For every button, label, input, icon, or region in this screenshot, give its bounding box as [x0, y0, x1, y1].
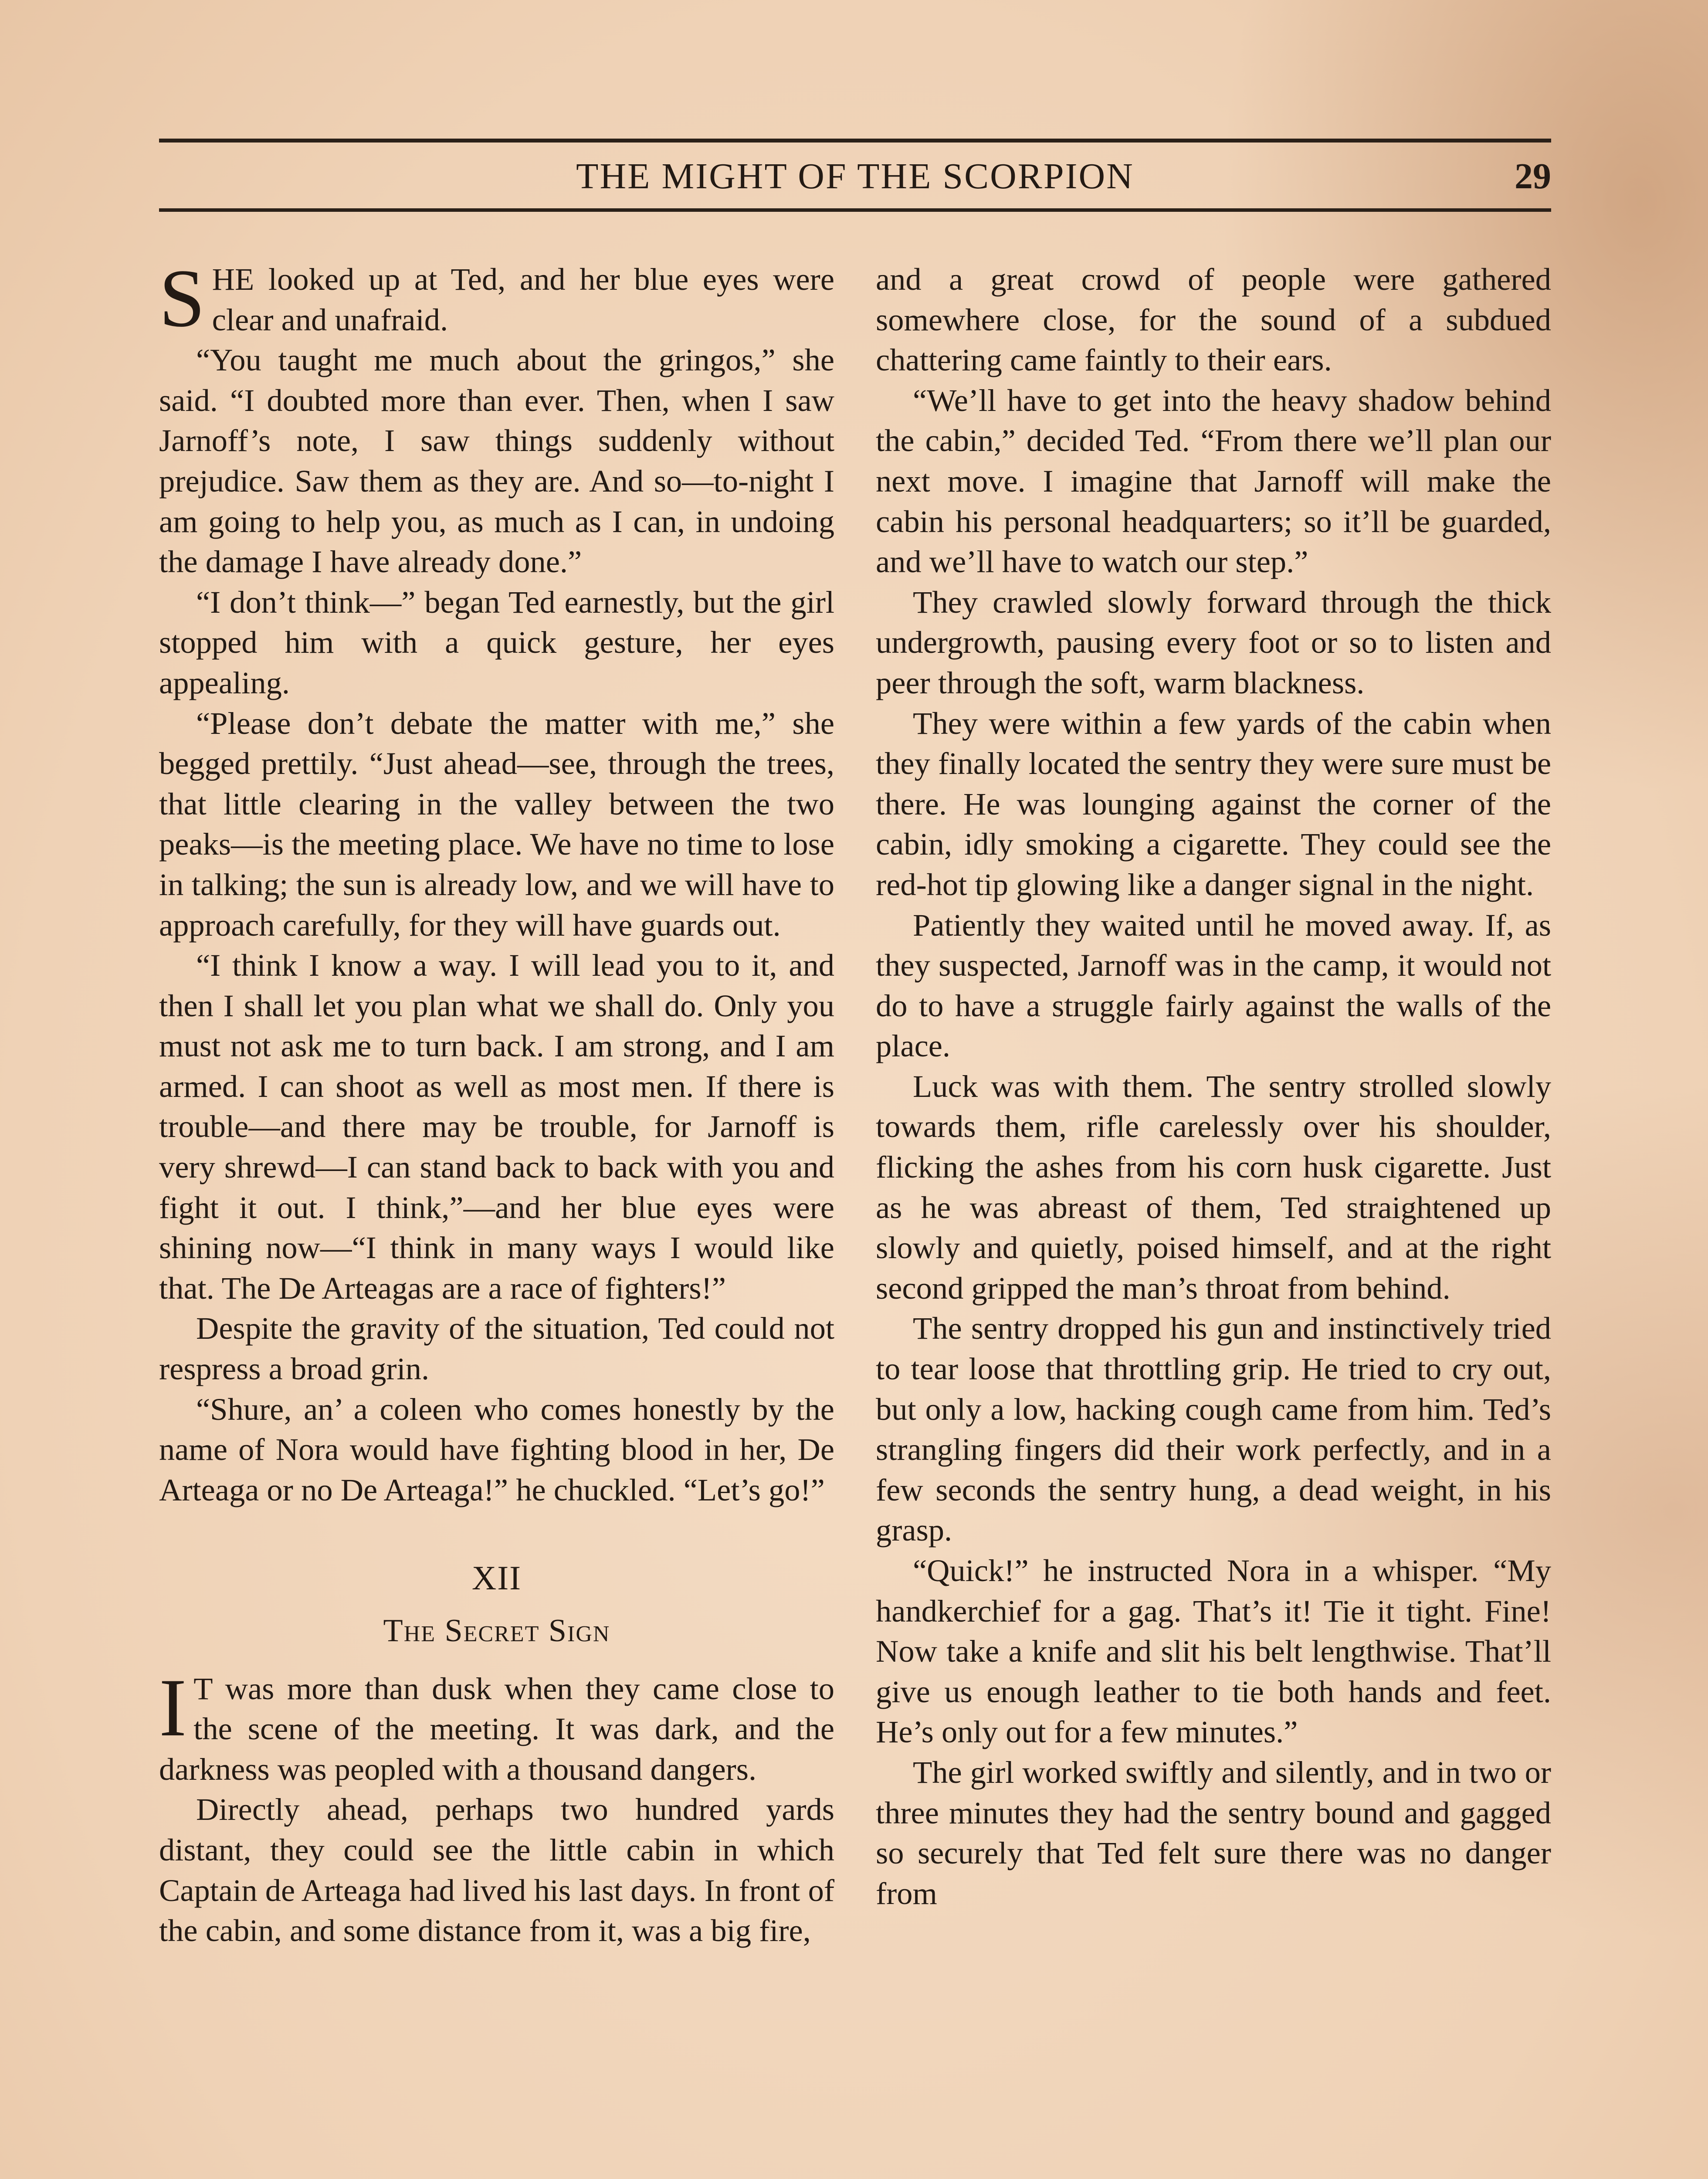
paragraph: Luck was with them. The sentry strolled slowly towards them, rifle carelessly over his shoulder, flicking the ashes from his corn husk cigarette. Just as he was abreast of them, Ted straightened up slowly and quietly, poised himself, and at the right second gripped the man’s throat from behind.	[876, 1068, 1551, 1306]
running-head	[159, 150, 1551, 203]
running-title: THE MIGHT OF THE SCORPION	[576, 156, 1134, 197]
paragraph: “Shure, an’ a coleen who comes honestly by the name of Nora would have fighting blood in her, De Arteaga or no De Arteaga!” he chuckled. “Let’s go!”	[159, 1391, 834, 1507]
continued-paragraph: and a great crowd of people were gathered somewhere close, for the sound of a subdued chattering came faintly to their ears.	[876, 261, 1551, 378]
header-rule-bottom	[159, 208, 1551, 212]
paragraph: “We’ll have to get into the heavy shadow behind the cabin,” decided Ted. “From there we’ll plan our next move. I imagine that Jarnoff will make the cabin his personal headquarters; so it’ll be guarded, and we’ll have to watch our step.”	[876, 382, 1551, 580]
drop-cap: I	[159, 1662, 187, 1754]
chapter-opening-text: T was more than dusk when they came close to the scene of the meeting. It was dark, and the darkness was peopled with a thousand dangers.	[159, 1670, 834, 1787]
opening-text: HE looked up at Ted, and her blue eyes were clear and unafraid.	[212, 261, 834, 337]
paragraph: They crawled slowly forward through the thick undergrowth, pausing every foot or so to listen and peer through the soft, warm blackness.	[876, 584, 1551, 700]
paragraph: “I think I know a way. I will lead you to it, and then I shall let you plan what we shall do. Only you must not ask me to turn back. I am strong, and I am armed. I can shoot as well as most men. If there is trouble—and there may be trouble, for Jarnoff is very shrewd—I can stand back to back with you and fight it out. I think,”—and her blue eyes were shining now—“I think in many ways I would like that. The De Arteagas are a race of fighters!”	[159, 947, 834, 1306]
paragraph: “Please don’t debate the matter with me,” she begged prettily. “Just ahead—see, through the trees, that little clearing in the valley between the two peaks—is the meeting place. We have no time to lose in talking; the sun is already low, and we will have to approach carefully, for they will have guards out.	[159, 705, 834, 943]
chapter-title: The Secret Sign	[383, 1613, 610, 1649]
paragraph: “I don’t think—” began Ted earnestly, but the girl stopped him with a quick gesture, her eyes appealing.	[159, 584, 834, 700]
paragraph: “Quick!” he instructed Nora in a whisper. “My handkerchief for a gag. That’s it! Tie it tight. Fine! Now take a knife and slit his belt lengthwise. That’ll give us enough leather to tie both hands and feet. He’s only out for a few minutes.”	[876, 1553, 1551, 1750]
page-number: 29	[1515, 156, 1551, 197]
chapter-number: XII	[471, 1559, 522, 1597]
paragraph: They were within a few yards of the cabin when they finally located the sentry they were sure must be there. He was lounging against the corner of the cabin, idly smoking a cigarette. They could see the red-hot tip glowing like a danger signal in the night.	[876, 705, 1551, 902]
paragraph: Patiently they waited until he moved away. If, as they suspected, Jarnoff was in the camp, it would not do to have a struggle fairly against the walls of the place.	[876, 907, 1551, 1064]
header-rule-top	[159, 139, 1551, 143]
paragraph: The girl worked swiftly and silently, and in two or three minutes they had the sentry bound and gagged so securely that Ted felt sure there was no danger from	[876, 1754, 1551, 1911]
drop-cap: S	[159, 253, 205, 344]
paragraph: Despite the gravity of the situation, Ted could not respress a broad grin.	[159, 1310, 834, 1387]
right-column	[876, 259, 1551, 1914]
chapter-opening-paragraph	[159, 1662, 834, 1790]
opening-paragraph	[159, 253, 834, 344]
paragraph: Directly ahead, perhaps two hundred yards distant, they could see the little cabin in which Captain de Arteaga had lived his last days. In front of the cabin, and some distance from it, was a big fire,	[159, 1792, 834, 1948]
paragraph: “You taught me much about the gringos,” she said. “I doubted more than ever. Then, when I saw Jarnoff’s note, I saw things suddenly without prejudice. Saw them as they are. And so—to-night I am going to help you, as much as I can, in undoing the damage I have already done.”	[159, 342, 834, 580]
paragraph: The sentry dropped his gun and instinctively tried to tear loose that throttling grip. He tried to cry out, but only a low, hacking cough came from him. Ted’s strangling fingers did their work perfectly, and in a few seconds the sentry hung, a dead weight, in his grasp.	[876, 1310, 1551, 1548]
left-column	[159, 253, 834, 1951]
